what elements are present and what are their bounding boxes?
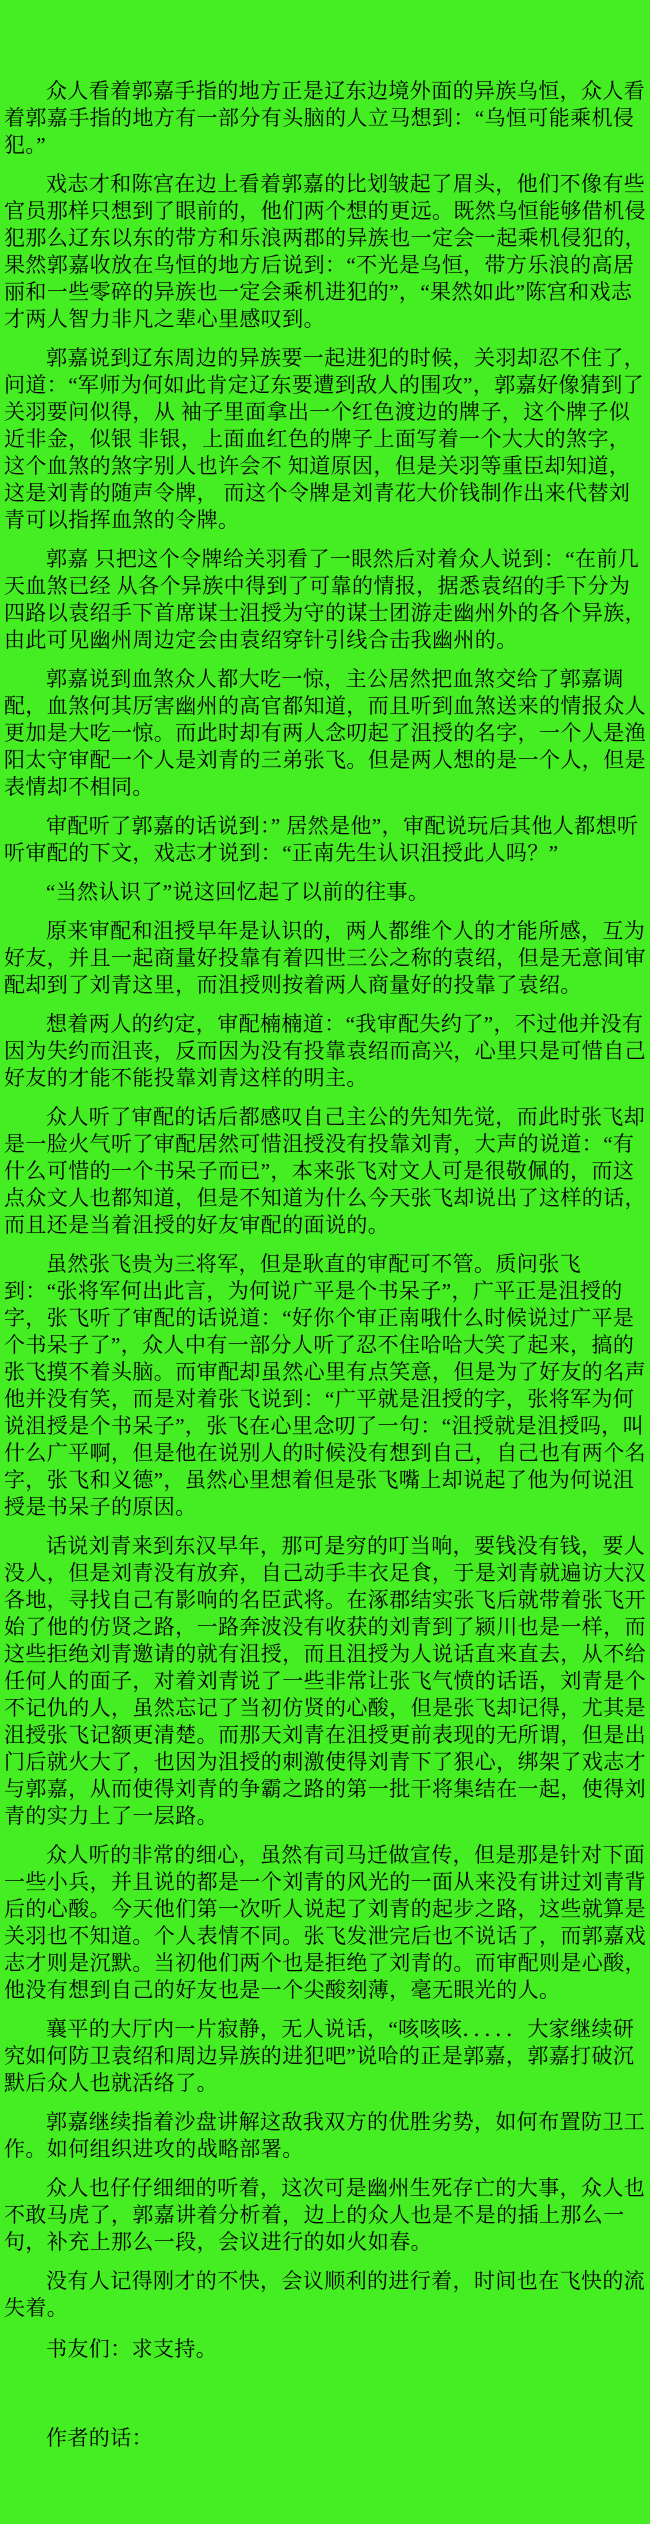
reader-note: 书友们：求支持。: [46, 2337, 218, 2361]
paragraph: 想着两人的约定，审配楠楠道：“我审配失约了”，不过他并没有因为失约而沮丧，反而因为没有投靠袁绍而高兴，心里只是可惜自己好友的才能不能投靠刘青这样的明主。: [4, 1012, 646, 1090]
paragraph: 郭嘉 只把这个令牌给关羽看了一眼然后对着众人说到：“在前几天血煞已经 从各个异族中得到了可靠的情报，据悉袁绍的手下分为四路以袁绍手下首席谋士沮授为守的谋士团游走幽州外的各个异族，由此可见幽州周边定会由袁绍穿针引线合击我幽州的。: [4, 547, 646, 652]
paragraph: 郭嘉继续指着沙盘讲解这敌我双方的优胜劣势，如何布置防卫工作。如何组织进攻的战略部署。: [4, 2110, 646, 2161]
paragraph: 襄平的大厅内一片寂静，无人说话，“咳咳咳．．．．．大家继续研究如何防卫袁绍和周边异族的进犯吧”说哈的正是郭嘉，郭嘉打破沉默后众人也就活络了。: [4, 2017, 635, 2095]
paragraph: 没有人记得刚才的不快，会议顺利的进行着，时间也在飞快的流失着。: [4, 2269, 646, 2320]
paragraph: 众人听的非常的细心，虽然有司马迁做宣传，但是那是针对下面一些小兵，并且说的都是一个刘青的风光的一面从来没有讲过刘青背后的心酸。今天他们第一次听人说起了刘青的起步之路，这些就算是关羽也不知道。个人表情不同。张飞发泄完后也不说话了，而郭嘉戏志才则是沉默。当初他们两个也是拒绝了刘青的。而审配则是心酸，他没有想到自己的好友也是一个尖酸刻薄，毫无眼光的人。: [4, 1843, 646, 2002]
paragraph: 郭嘉说到辽东周边的异族要一起进犯的时候，关羽却忍不住了，问道：“军师为何如此肯定辽东要遭到敌人的围攻”，郭嘉好像猜到了关羽要问似得，从 袖子里面拿出一个红色渡边的牌子，这个牌子似近非金，似银 非银，上面血红色的牌子上面写着一个大大的煞字，这个血煞的煞字别人也许会不 知道原因，但是关羽等重臣却知道，这是刘青的随声令牌， 而这个令牌是刘青花大价钱制作出来代替刘青可以指挥血煞的令牌。: [4, 346, 646, 532]
paragraph: 郭嘉说到血煞众人都大吃一惊，主公居然把血煞交给了郭嘉调配，血煞何其厉害幽州的高官都知道，而且听到血煞送来的情报众人更加是大吃一惊。而此时却有两人念叨起了沮授的名字，一个人是渔阳太守审配一个人是刘青的三弟张飞。但是两人想的是一个人，但是表情却不相同。: [4, 667, 646, 799]
paragraph: 戏志才和陈宫在边上看着郭嘉的比划皱起了眉头，他们不像有些官员那样只想到了眼前的，他们两个想的更远。既然乌恒能够借机侵犯那么辽东以东的带方和乐浪两郡的异族也一定会一起乘机侵犯的，果然郭嘉收放在乌恒的地方后说到：“不光是乌恒，带方乐浪的高居丽和一些零碎的异族也一定会乘机进犯的”，“果然如此”陈宫和戏志才两人智力非凡之辈心里感叹到。: [4, 172, 646, 331]
paragraph: 众人听了审配的话后都感叹自己主公的先知先觉，而此时张飞却是一脸火气听了审配居然可惜沮授没有投靠刘青，大声的说道：“有什么可惜的一个书呆子而已”，本来张飞对文人可是很敬佩的，而这点众文人也都知道，但是不知道为什么今天张飞却说出了这样的话，而且还是当着沮授的好友审配的面说的。: [4, 1105, 646, 1237]
paragraph: 审配听了郭嘉的话说到：” 居然是他”，审配说玩后其他人都想听听审配的下文，戏志才说到：“正南先生认识沮授此人吗？”: [4, 814, 639, 865]
paragraph: 众人看着郭嘉手指的地方正是辽东边境外面的异族乌恒，众人看着郭嘉手指的地方有一部分有头脑的人立马想到：“乌恒可能乘机侵犯。”: [4, 79, 646, 157]
author-note-label: 作者的话：: [46, 2426, 153, 2450]
paragraph: 虽然张飞贵为三将军，但是耿直的审配可不管。质问张飞到：“张将军何出此言，为何说广平是个书呆子”，广平正是沮授的字，张飞听了审配的话说道：“好你个审正南哦什么时候说过广平是个书呆子了”，众人中有一部分人听了忍不住哈哈大笑了起来，搞的张飞摸不着头脑。而审配却虽然心里有点笑意，但是为了好友的名声他并没有笑，而是对着张飞说到：“广平就是沮授的字，张将军为何说沮授是个书呆子”，张飞在心里念叨了一句：“沮授就是沮授吗，叫什么广平啊，但是他在说别人的时候没有想到自己，自己也有两个名字，张飞和义德”，虽然心里想着但是张飞嘴上却说起了他为何说沮授是书呆子的原因。: [4, 1252, 646, 1519]
paragraph: 众人也仔仔细细的听着，这次可是幽州生死存亡的大事，众人也不敢马虎了，郭嘉讲着分析着，边上的众人也是不是的插上那么一句，补充上那么一段，会议进行的如火如春。: [4, 2176, 646, 2254]
paragraph: 话说刘青来到东汉早年，那可是穷的叮当响，要钱没有钱，要人没人，但是刘青没有放弃，自己动手丰衣足食，于是刘青就遍访大汉各地，寻找自己有影响的名臣武将。在涿郡结实张飞后就带着张飞开始了他的仿贤之路，一路奔波没有收获的刘青到了颍川也是一样，而这些拒绝刘青邀请的就有沮授，而且沮授为人说话直来直去，从不给任何人的面子，对着刘青说了一些非常让张飞气愤的话语，刘青是个不记仇的人，虽然忘记了当初仿贤的心酸，但是张飞却记得，尤其是沮授张飞记额更清楚。而那天刘青在沮授更前表现的无所谓，但是出门后就火大了，也因为沮授的刺激使得刘青下了狠心，绑架了戏志才与郭嘉，从而使得刘青的争霸之路的第一批干将集结在一起，使得刘青的实力上了一层路。: [4, 1534, 646, 1828]
chapter-text: [4, 78, 647, 2322]
paragraph: “当然认识了”说这回忆起了以前的往事。: [46, 880, 430, 904]
paragraph: 原来审配和沮授早年是认识的，两人都维个人的才能所感，互为好友，并且一起商量好投靠有着四世三公之称的袁绍，但是无意间审配却到了刘青这里，而沮授则按着两人商量好的投靠了袁绍。: [4, 919, 646, 997]
